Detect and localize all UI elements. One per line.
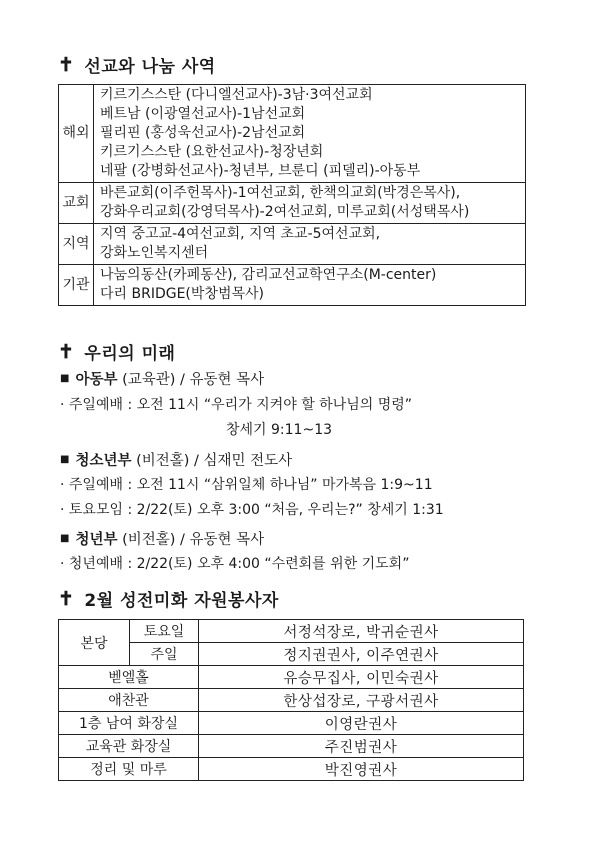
day-cell: 주일: [130, 643, 199, 666]
dept-detail: (비전홀) / 유동현 목사: [117, 532, 265, 548]
square-bullet-icon: ■: [60, 373, 70, 384]
names-cell: 한상섭장로, 구광서권사: [199, 689, 524, 712]
names-cell: 주진범권사: [199, 735, 524, 758]
place-cell: 벧엘홀: [59, 666, 199, 689]
cross-icon: ✝: [58, 340, 75, 363]
main-hall-label: 본당: [59, 620, 130, 666]
mission-line: 네팔 (강병화선교사)-청년부, 브룬디 (피델리)-아동부: [100, 163, 421, 179]
mission-line: 필리핀 (홍성욱선교사)-2남선교회: [100, 125, 306, 141]
mission-line: 다리 BRIDGE(박창범목사): [100, 286, 264, 302]
mission-line: 지역 중고교-4여선교회, 지역 초교-5여선교회,: [100, 226, 381, 242]
cross-icon: ✝: [58, 587, 75, 610]
square-bullet-icon: ■: [60, 454, 70, 465]
schedule-line: · 주일예배 : 오전 11시 “삼위일체 하나님” 마가복음 1:9~11: [60, 477, 433, 493]
names-cell: 유승무집사, 이민숙권사: [199, 666, 524, 689]
mission-category: 해외: [59, 85, 94, 183]
mission-category: 교회: [59, 183, 94, 224]
future-section-title: [58, 339, 175, 364]
dept-children: [60, 368, 264, 389]
table-row: [59, 689, 524, 712]
mission-category: 지역: [59, 224, 94, 265]
mission-row-local: [59, 224, 526, 265]
table-row: [59, 620, 524, 643]
names-cell: 박진영권사: [199, 758, 524, 781]
schedule-line: · 토요모임 : 2/22(토) 오후 3:00 “처음, 우리는?” 창세기 1:31: [60, 502, 444, 518]
mission-row-institution: [59, 265, 526, 306]
mission-details: [94, 85, 526, 183]
mission-row-church: [59, 183, 526, 224]
dept-name: 청소년부: [75, 453, 132, 469]
dept-young-adults: [60, 528, 264, 549]
dept-youth: [60, 449, 292, 470]
dept-name: 아동부: [75, 372, 118, 388]
mission-line: 키르기스스탄 (다니엘선교사)-3남·3여선교회: [100, 87, 373, 103]
mission-line: 키르기스스탄 (요한선교사)-청장년회: [100, 144, 324, 160]
mission-line: 강화우리교회(강영덕목사)-2여선교회, 미루교회(서성택목사): [100, 204, 470, 220]
place-cell: 교육관 화장실: [59, 735, 199, 758]
table-row: [59, 758, 524, 781]
square-bullet-icon: ■: [60, 533, 70, 544]
place-cell: 애찬관: [59, 689, 199, 712]
mission-details: [94, 224, 526, 265]
schedule-line: · 주일예배 : 오전 11시 “우리가 지켜야 할 하나님의 명령”: [60, 397, 413, 413]
names-cell: 이영란권사: [199, 712, 524, 735]
volunteer-section-title: [58, 586, 279, 611]
schedule-line: · 청년예배 : 2/22(토) 오후 4:00 “수련회를 위한 기도회”: [60, 556, 410, 572]
mission-section-title: [58, 52, 216, 77]
mission-details: [94, 183, 526, 224]
cross-icon: ✝: [58, 53, 75, 76]
place-cell: 정리 및 마루: [59, 758, 199, 781]
dept-detail: (비전홀) / 심재민 전도사: [131, 453, 293, 469]
mission-details: [94, 265, 526, 306]
mission-category: 기관: [59, 265, 94, 306]
table-row: [59, 712, 524, 735]
table-row: [59, 666, 524, 689]
mission-row-overseas: [59, 85, 526, 183]
mission-line: 강화노인복지센터: [100, 245, 209, 261]
names-cell: 정지권권사, 이주연권사: [199, 643, 524, 666]
dept-detail: (교육관) / 유동현 목사: [117, 372, 265, 388]
day-cell: 토요일: [130, 620, 199, 643]
mission-line: 베트남 (이광열선교사)-1남선교회: [100, 106, 306, 122]
mission-line: 바른교회(이주헌목사)-1여선교회, 한책의교회(박경은목사),: [100, 185, 461, 201]
volunteer-title: 2월 성전미화 자원봉사자: [84, 591, 279, 611]
volunteer-table: [58, 619, 524, 781]
schedule-scripture: 창세기 9:11~13: [226, 422, 333, 438]
place-cell: 1층 남여 화장실: [59, 712, 199, 735]
dept-name: 청년부: [75, 532, 118, 548]
table-row: [59, 735, 524, 758]
names-cell: 서정석장로, 박귀순권사: [199, 620, 524, 643]
mission-table: [58, 84, 526, 306]
mission-title: 선교와 나눔 사역: [84, 57, 216, 77]
mission-line: 나눔의동산(카페동산), 감리교선교학연구소(M-center): [100, 267, 437, 283]
future-title: 우리의 미래: [84, 344, 176, 364]
